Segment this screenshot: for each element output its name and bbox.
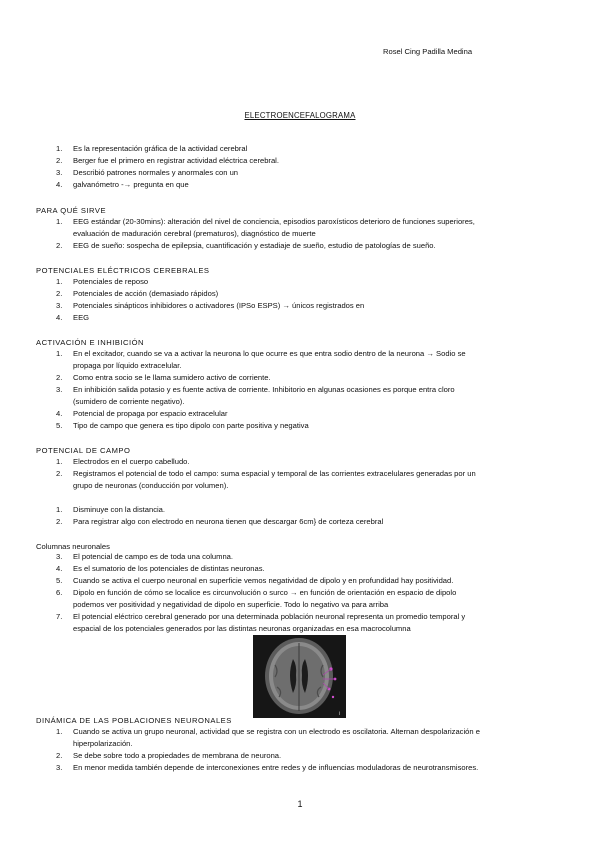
document-page: Rosel Cing Padilla Medina ELECTROENCEFALOGRAMA 1. Es la representación gráfica de la actividad cerebral 2. Berger fue el primero en registrar actividad eléctrica cerebral. 3. Describió patrones normales y anormales con un 4. galvanómetro -→ pregunta en que PARA QUÉ SIRVE 1. EEG estándar (20-30mins): alteración del nivel de conciencia, episodios paroxísticos deterioro de funciones superiores, evaluación de maduración cerebral (prematuros), diagnóstico de muerte 2. EEG de sueño: sospecha de epilepsia, cuantificación y estadiaje de sueño, estudio de patologías de sueño. POTENCIALES ELÉCTRICOS CEREBRALES 1. Potenciales de reposo 2. Potenciales de acción (demasiado rápidos) 3. Potenciales sinápticos inhibidores o activadores (IPSo ESPS) → únicos registrados en 4. EEG ACTIVACIÓN E INHIBICIÓN 1. En el excitador, cuando se va a activar la neurona lo que ocurre es que entra sodio dentro de la neurona → Sodio se propaga por líquido extracelular. 2. Como entra socio se le llama sumidero activo de corriente. 3. En inhibición salida potasio y es fuente activa de corriente. Inhibitorio en algunas ocasiones es porque entra cloro (sumidero de corriente negativo). 4. Potencial de propaga por espacio extracelular 5. Tipo de campo que genera es tipo dipolo con parte positiva y negativa POTENCIAL DE CAMPO 1. Electrodos en el cuerpo cabelludo. 2. Registramos el potencial de todo el campo: suma espacial y temporal de las corrientes extracelulares generadas por un grupo de neuronas (conducción por volumen). 1. Disminuye con la distancia. 2. Para registrar algo con electrodo en neurona tienen que descargar 6cm} de corteza cerebral Columnas neuronales 3. El potencial de campo es de toda una columna. 4. Es el sumatorio de los potenciales de distintas neuronas. 5. Cuando se activa el cuerpo neuronal en superficie vemos negatividad de dipolo y en profundidad hay positividad. 6. Dipolo en función de cómo se localice es circunvolución o surco → en función de orientación en espacio de dipolo podemos ver positividad y negatividad de dipolo en superficie. Todo lo negativo va para arriba 7. El potencial eléctrico cerebral generado por una determinada población neuronal representa un promedio temporal y espacial de los potenciales generados por las distintas neuronas organizadas en esa macrocolumna i DINÁMICA DE LAS POBLACIONES NEURONALES 1. Cuando se activa un grupo neuronal, actividad que se registra con un electrodo es oscilatoria. Alternan despolarización e hiperpolarización. 2. Se debe sobre todo a propiedades de membrana de neurona. 3. En menor medida también depende de interconexiones entre redes y de influencias moduladoras de neurotransmisores. 1 xyxy=(0,0,600,848)
document-title: ELECTROENCEFALOGRAMA xyxy=(244,111,356,120)
page-number: 1 xyxy=(297,799,303,809)
section-heading: POTENCIALES ELÉCTRICOS CEREBRALES xyxy=(36,266,210,275)
section-heading: PARA QUÉ SIRVE xyxy=(36,206,107,215)
section-heading: ACTIVACIÓN E INHIBICIÓN xyxy=(36,338,144,347)
author-name: Rosel Cing Padilla Medina xyxy=(383,47,473,56)
svg-text:i: i xyxy=(339,711,341,717)
brain-scan-image xyxy=(253,635,346,718)
section-heading: DINÁMICA DE LAS POBLACIONES NEURONALES xyxy=(36,716,232,725)
section-heading: POTENCIAL DE CAMPO xyxy=(36,446,131,455)
section-heading: Columnas neuronales xyxy=(36,542,110,551)
brain-scan-icon xyxy=(253,635,346,718)
